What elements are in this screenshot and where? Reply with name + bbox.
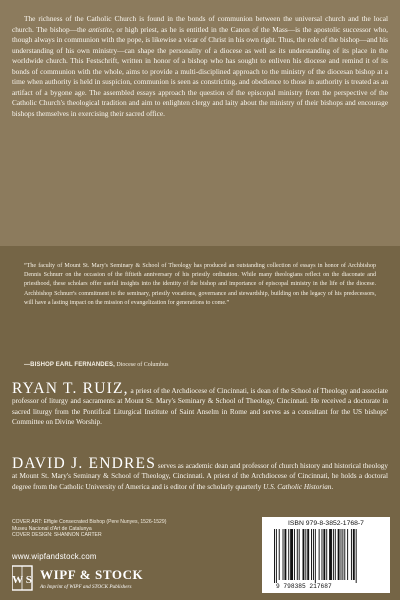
endorsement-quote: “The faculty of Mount St. Mary's Seminary & School of Theology has produced an outstanding collection of essays in honor of Archbishop Dennis Schnurr on the occasion of the fiftieth anniversary of his priestly ordination. While many theologians reflect on the diaconate and priesthood, these scholars offer useful insights into the identity of the bishop and importance of episcopal ministry in the life of the diocese. Archbishop Schnurr's commitment to the seminary, priestly vocations, governance and stewardship, building on the legacy of his predecessors, will have a lasting impact on the mission of evangelization for generations to come.” — [24, 263, 376, 306]
editor-bio-endres — [12, 455, 388, 492]
barcode-bar — [279, 529, 280, 580]
publisher-monogram: W S — [12, 574, 32, 586]
barcode-bar — [315, 529, 316, 583]
editor-bio-text-ruiz: a priest of the Archdiocese of Cincinnati, is dean of the School of Theology and associate professor of liturgy and sacraments at Mount St. Mary's Seminary & School of Theology, Cincinnati. He received a doctorate in sacred liturgy from the Pontifical Liturgical Institute of Saint Anselm in Rome and serves as a consultant for the US bishops' Committee on Divine Worship. — [12, 387, 388, 426]
barcode-bar — [322, 529, 323, 580]
barcode-bar — [351, 529, 352, 580]
journal-title: U.S. Catholic Historian — [263, 482, 332, 491]
barcode-bar — [303, 529, 305, 580]
barcode-bar — [290, 529, 293, 580]
publisher-tagline: An Imprint of WIPF and STOCK Publishers — [40, 584, 132, 590]
barcode-bar — [342, 529, 343, 580]
barcode-bar — [326, 529, 327, 580]
barcode-bar — [274, 529, 275, 583]
cover-design-credit: COVER DESIGN: SHANNON CARTER — [12, 532, 102, 539]
barcode-bar — [276, 529, 277, 583]
publisher-website-link[interactable]: www.wipfandstock.com — [12, 552, 97, 561]
barcode-bar — [313, 529, 314, 580]
editor-bio-ruiz — [12, 380, 388, 427]
barcode-bar — [307, 529, 309, 580]
editor-bio-text-endres: serves as academic dean and professor of church history and historical theology at Mount St. Mary's Seminary & School of Theology, Cincinnati. A priest of the Archdiocese of Cincinnati, he holds a doctoral degree from the Catholic University of America and is editor of the scholarly quarterly — [12, 462, 388, 491]
publisher-logo — [12, 564, 222, 592]
barcode-bar — [319, 529, 320, 580]
barcode-bar — [329, 529, 332, 580]
barcode-bar — [283, 529, 284, 580]
cover-art-credit: COVER ART: Effigie Consecrated Bishop (Pere Nunyes, 1526-1529) — [12, 519, 167, 525]
barcode-bar — [341, 529, 342, 580]
editor-name-endres: DAVID J. ENDRES — [12, 455, 157, 472]
barcode-bar — [311, 529, 312, 580]
barcode-bar — [344, 529, 345, 580]
description-part-2: , or high priest, as he is entitled in the Canon of the Mass—is the apostolic successor who, though always in communion with the pope, is likewise a vicar of Christ in his own right. Thus, the role of the bishop—and his understanding of his own ministry—can shape the personality of a diocese as well as its understanding of its place in the worldwide church. This Festschrift, written in honor of a bishop who has sought to enliven his diocese and remind it of its bonds of communion with the whole, aims to provide a multi-disciplined approach to the ministry of the diocesan bishop at a time when authority is held in suspicion, communion is seen as constricting, and obedience to those in authority is treated as an artifact of a bygone age. The assembled essays approach the question of the episcopal ministry from the perspective of the Catholic Church's theological tradition and aim to enlighten clergy and laity about the ministry of their bishops and encourage bishops themselves in exercising their sacred office. — [12, 24, 388, 118]
barcode-bar — [297, 529, 298, 580]
endorser-affiliation: Diocese of Columbus — [114, 362, 169, 368]
barcode-bar — [284, 529, 286, 580]
cover-credits — [12, 519, 232, 539]
barcode-bar — [335, 529, 336, 580]
editor-name-ruiz: RYAN T. RUIZ, — [12, 380, 129, 397]
description-part-1: The richness of the Catholic Church is found in the bonds of communion between the universal church and the local church. The bishop—the — [12, 14, 388, 34]
isbn-number: ISBN 979-8-3852-1768-7 — [288, 520, 364, 527]
museum-credit: Museu Nacional d'Art de Catalunya — [12, 525, 92, 532]
publisher-name: WIPF & STOCK — [40, 567, 144, 582]
barcode-bar — [305, 529, 306, 580]
barcode-bar — [333, 529, 334, 580]
barcode-bars — [262, 517, 390, 593]
barcode-digits: 9 798385 217687 — [276, 583, 332, 590]
barcode-bar — [294, 529, 295, 580]
endorser-name: —BISHOP EARL FERNANDES, — [24, 362, 115, 368]
barcode-bar — [323, 529, 325, 580]
editor-bio-end-endres: . — [331, 482, 334, 491]
barcode-bar — [338, 529, 340, 580]
endorsement-attribution — [24, 362, 376, 368]
barcode-bar — [356, 529, 357, 583]
isbn-barcode — [262, 517, 390, 593]
barcode-bar — [353, 529, 355, 580]
barcode-bar — [288, 529, 289, 580]
barcode-bar — [299, 529, 300, 580]
book-description — [12, 14, 388, 119]
barcode-bar — [347, 529, 348, 580]
antistite-term: antistite — [88, 24, 113, 34]
